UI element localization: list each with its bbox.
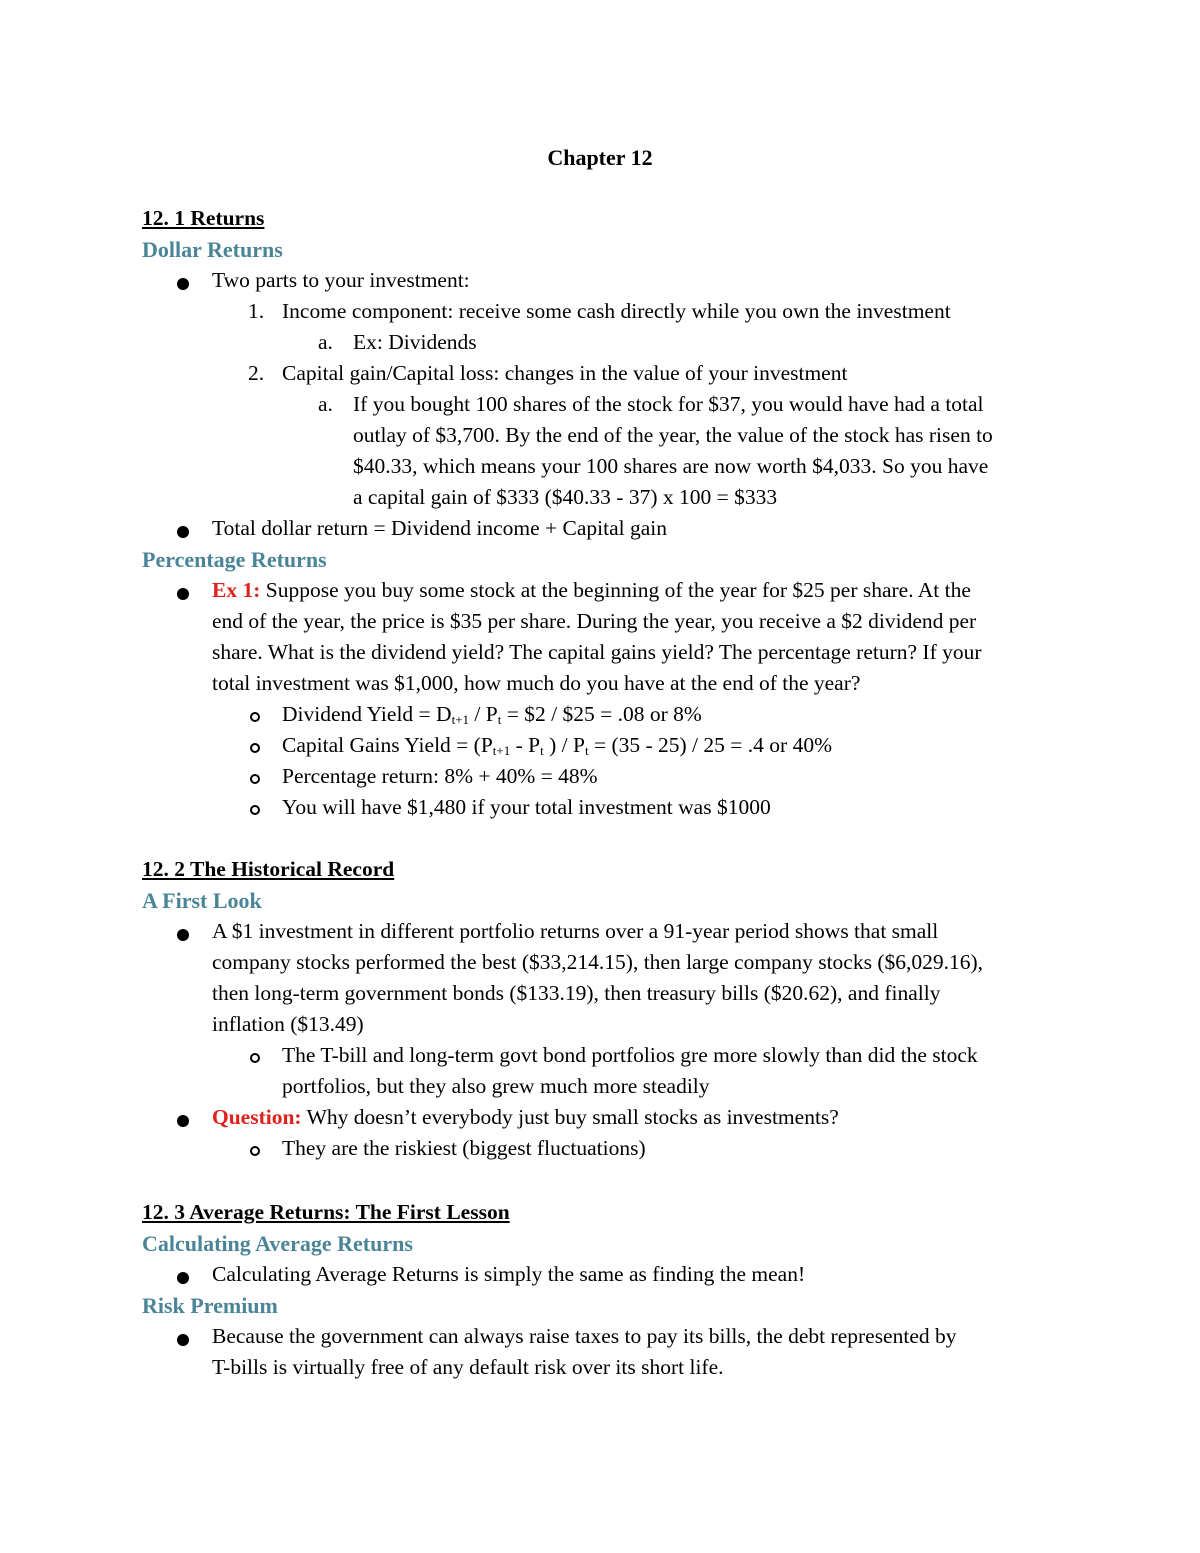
list-item-line: company stocks performed the best ($33,214.15), then large company stocks ($6,029.16), <box>212 950 984 974</box>
example-line: total investment was $1,000, how much do you have at the end of the year? <box>212 671 861 695</box>
list-item-line: inflation ($13.49) <box>212 1012 364 1036</box>
subheading-risk-premium: Risk Premium <box>142 1293 278 1318</box>
circle-bullet-icon <box>250 1146 260 1156</box>
formula-text: Capital Gains Yield = (P <box>282 733 493 757</box>
circle-bullet-icon <box>250 743 260 753</box>
subscript: t+1 <box>451 712 470 727</box>
bullet-icon <box>177 929 189 941</box>
list-letter: a. <box>318 392 333 416</box>
subscript: t <box>540 743 544 758</box>
list-item: Ex: Dividends <box>353 330 477 354</box>
list-item-line: Because the government can always raise taxes to pay its bills, the debt represented by <box>212 1324 957 1348</box>
list-number: 1. <box>248 299 265 323</box>
list-item-line: If you bought 100 shares of the stock for $37, you would have had a total <box>353 392 984 416</box>
subscript: t+1 <box>492 743 511 758</box>
circle-bullet-icon <box>250 774 260 784</box>
formula-text: ) / P <box>543 733 585 757</box>
list-item: Calculating Average Returns is simply the same as finding the mean! <box>212 1262 806 1286</box>
question-label: Question: <box>212 1105 302 1129</box>
formula-text: Dividend Yield = D <box>282 702 452 726</box>
subheading-first-look: A First Look <box>142 888 262 913</box>
list-item: Percentage return: 8% + 40% = 48% <box>282 764 598 788</box>
circle-bullet-icon <box>250 805 260 815</box>
circle-bullet-icon <box>250 1053 260 1063</box>
list-item: Income component: receive some cash directly while you own the investment <box>282 299 951 323</box>
formula-text: = (35 - 25) / 25 = .4 or 40% <box>588 733 832 757</box>
list-item-line: a capital gain of $333 ($40.33 - 37) x 100 = $333 <box>353 485 778 509</box>
formula-text: - P <box>510 733 541 757</box>
list-item-line: The T-bill and long-term govt bond portfolios gre more slowly than did the stock <box>282 1043 978 1067</box>
subheading-percentage-returns: Percentage Returns <box>142 547 327 572</box>
example-label: Ex 1: <box>212 578 261 602</box>
list-item: Total dollar return = Dividend income + Capital gain <box>212 516 668 540</box>
bullet-icon <box>177 1272 189 1284</box>
list-item-line: $40.33, which means your 100 shares are now worth $4,033. So you have <box>353 454 989 478</box>
list-item: Two parts to your investment: <box>212 268 470 292</box>
list-number: 2. <box>248 361 265 385</box>
circle-bullet-icon <box>250 712 260 722</box>
subheading-calculating-average-returns: Calculating Average Returns <box>142 1231 413 1256</box>
section-heading-average-returns: 12. 3 Average Returns: The First Lesson <box>142 1200 510 1224</box>
list-item: Capital gain/Capital loss: changes in the value of your investment <box>282 361 848 385</box>
list-item: They are the riskiest (biggest fluctuations) <box>282 1136 646 1160</box>
list-item-line: then long-term government bonds ($133.19), then treasury bills ($20.62), and finally <box>212 981 941 1005</box>
section-heading-returns: 12. 1 Returns <box>142 206 265 230</box>
question-line <box>212 1102 839 1133</box>
example-line <box>212 575 971 606</box>
page-title: Chapter 12 <box>547 145 653 170</box>
bullet-icon <box>177 526 189 538</box>
list-item-line: T-bills is virtually free of any default risk over its short life. <box>212 1355 724 1379</box>
bullet-icon <box>177 278 189 290</box>
example-line: share. What is the dividend yield? The capital gains yield? The percentage return? If your <box>212 640 982 664</box>
bullet-icon <box>177 1115 189 1127</box>
list-item-line: A $1 investment in different portfolio returns over a 91-year period shows that small <box>212 919 939 943</box>
example-line: end of the year, the price is $35 per share. During the year, you receive a $2 dividend per <box>212 609 977 633</box>
formula-text: / P <box>469 702 498 726</box>
question-text: Why doesn’t everybody just buy small stocks as investments? <box>301 1105 839 1129</box>
bullet-icon <box>177 588 189 600</box>
list-item-line: portfolios, but they also grew much more steadily <box>282 1074 710 1098</box>
bullet-icon <box>177 1334 189 1346</box>
example-text: Suppose you buy some stock at the beginning of the year for $25 per share. At the <box>260 578 971 602</box>
list-item-line: outlay of $3,700. By the end of the year, the value of the stock has risen to <box>353 423 993 447</box>
formula-dividend-yield <box>282 699 702 730</box>
formula-capital-gains-yield <box>282 730 832 761</box>
formula-text: = $2 / $25 = .08 or 8% <box>501 702 702 726</box>
list-letter: a. <box>318 330 333 354</box>
subscript: t <box>497 712 502 727</box>
list-item: You will have $1,480 if your total investment was $1000 <box>282 795 771 819</box>
section-heading-historical-record: 12. 2 The Historical Record <box>142 857 395 881</box>
subheading-dollar-returns: Dollar Returns <box>142 237 283 262</box>
subscript: t <box>584 743 589 758</box>
